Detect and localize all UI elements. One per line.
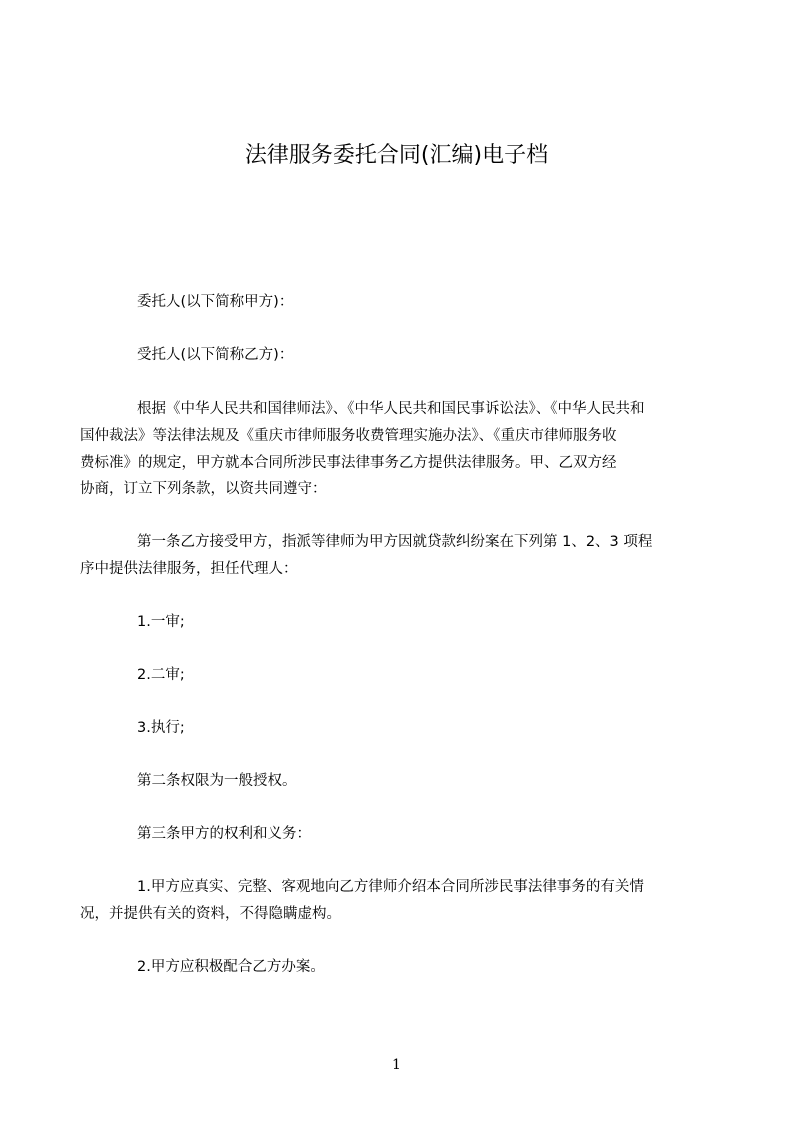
article3-heading: 第三条甲方的权利和义务：	[137, 826, 311, 842]
article3-item2-line: 2.甲方应积极配合乙方办案。	[137, 959, 325, 975]
article2-line: 第二条权限为一般授权。	[137, 773, 297, 789]
agent-line: 受托人(以下简称乙方)：	[137, 347, 294, 363]
stage-item-second-instance: 2.二审;	[137, 667, 185, 683]
article1-line-1: 第一条乙方接受甲方，指派等律师为甲方因就贷款纠纷案在下列第 1、2、3 项程	[137, 534, 653, 550]
principal-line: 委托人(以下简称甲方)：	[137, 294, 294, 310]
preamble-line-2: 国仲裁法》等法律法规及《重庆市律师服务收费管理实施办法》、《重庆市律师服务收	[80, 428, 617, 444]
preamble-line-1: 根据《中华人民共和国律师法》、《中华人民共和国民事诉讼法》、《中华人民共和	[137, 401, 645, 417]
preamble-line-4: 协商，订立下列条款，以资共同遵守：	[80, 481, 327, 497]
article3-item1-line-2: 况，并提供有关的资料，不得隐瞒虚构。	[80, 906, 341, 922]
stage-item-execution: 3.执行;	[137, 720, 185, 736]
article3-item1-line-1: 1.甲方应真实、完整、客观地向乙方律师介绍本合同所涉民事法律事务的有关情	[137, 879, 644, 895]
stage-item-first-instance: 1.一审;	[137, 614, 185, 630]
page-number: 1	[392, 1057, 401, 1073]
article1-line-2: 序中提供法律服务，担任代理人：	[80, 561, 298, 577]
preamble-line-3: 费标准》的规定，甲方就本合同所涉民事法律事务乙方提供法律服务。甲、乙双方经	[80, 455, 617, 471]
document-title: 法律服务委托合同(汇编)电子档	[244, 143, 549, 168]
